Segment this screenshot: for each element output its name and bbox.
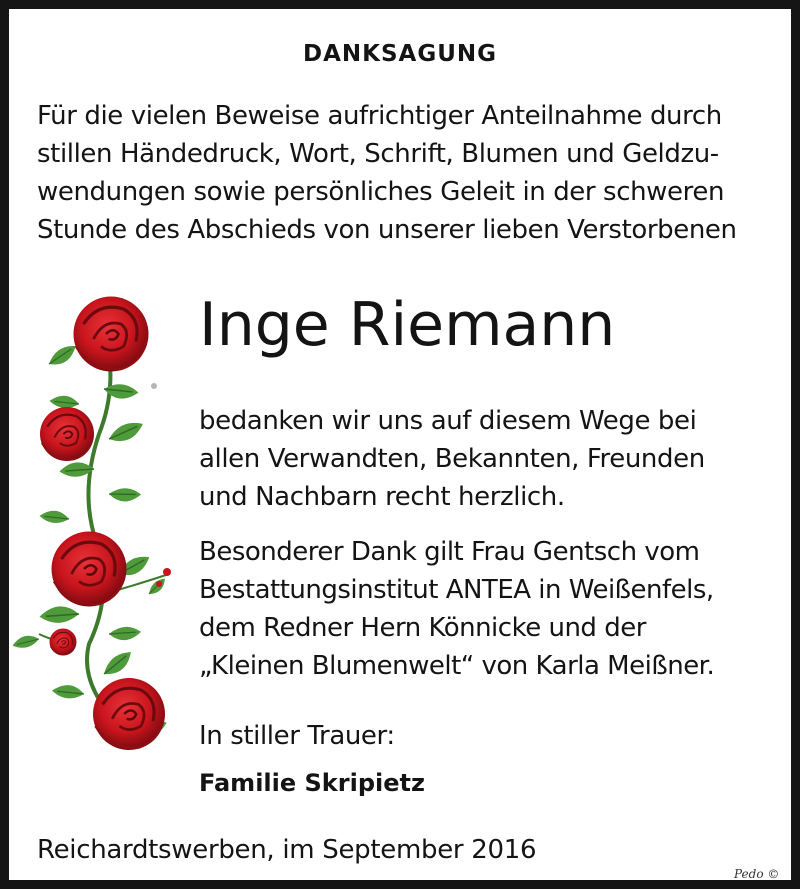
thanks-paragraph bbox=[199, 402, 705, 516]
place-date: Reichardtswerben, im September 2016 bbox=[37, 835, 537, 865]
intro-paragraph bbox=[37, 97, 737, 249]
thanks-line: bedanken wir uns auf diesem Wege bei bbox=[199, 406, 697, 436]
family-name: Familie Skripietz bbox=[199, 769, 425, 797]
deceased-name: Inge Riemann bbox=[199, 290, 616, 360]
intro-line: Für die vielen Beweise aufrichtiger Anteilnahme durch bbox=[37, 101, 722, 131]
intro-line: Stunde des Abschieds von unserer lieben Verstorbenen bbox=[37, 215, 737, 245]
thanks-line: und Nachbarn recht herzlich. bbox=[199, 482, 565, 512]
special-thanks-line: „Kleinen Blumenwelt“ von Karla Meißner. bbox=[199, 651, 715, 681]
heading: DANKSAGUNG bbox=[302, 41, 497, 67]
signature-mark: Pedo © bbox=[734, 867, 780, 881]
special-thanks-line: Besonderer Dank gilt Frau Gentsch vom bbox=[199, 537, 700, 567]
roses-illustration bbox=[9, 294, 199, 764]
special-thanks-line: Bestattungsinstitut ANTEA in Weißenfels, bbox=[199, 575, 714, 605]
thanks-line: allen Verwandten, Bekannten, Freunden bbox=[199, 444, 705, 474]
intro-line: wendungen sowie persönliches Geleit in der schweren bbox=[37, 177, 725, 207]
special-thanks-paragraph bbox=[199, 533, 714, 685]
special-thanks-line: dem Redner Hern Könnicke und der bbox=[199, 613, 646, 643]
intro-line: stillen Händedruck, Wort, Schrift, Blumen und Geldzu- bbox=[37, 139, 719, 169]
mourning-label: In stiller Trauer: bbox=[199, 721, 395, 751]
